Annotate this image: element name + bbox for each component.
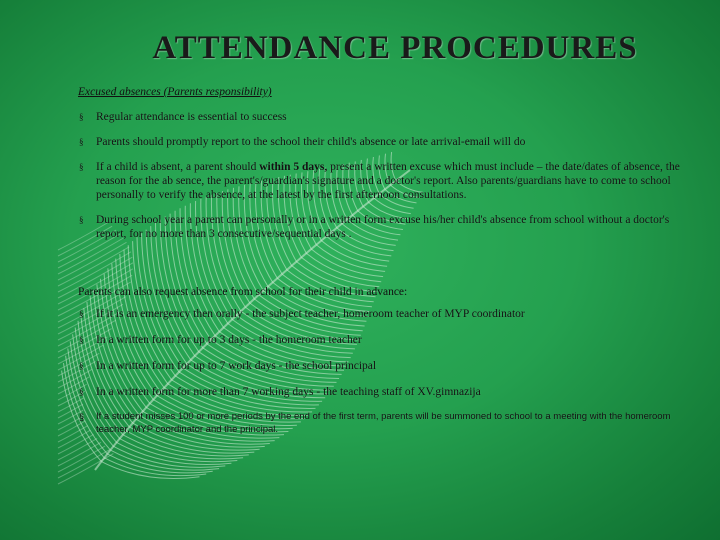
- advance-request-paragraph: Parents can also request absence from school for their child in advance:: [78, 286, 408, 298]
- list-item: § In a written form for more than 7 working days - the teaching staff of XV.gimnazija: [79, 386, 481, 398]
- excused-absence-list: [78, 110, 686, 252]
- page-title: ATTENDANCE PROCEDURES: [152, 30, 638, 66]
- list-item: § During school year a parent can personally or in a written form excuse his/her child's absence from school without a doctor's report, for no more than 3 consecutive/sequential days .: [79, 214, 670, 240]
- emphasis-text: within 5 days,: [259, 161, 328, 173]
- list-item: § Parents should promptly report to the school their child's absence or late arrival-email will do: [79, 136, 526, 148]
- list-item: § If it is an emergency then orally - the subject teacher, homeroom teacher of MYP coordinator: [79, 308, 525, 320]
- bullet-icon: §: [79, 387, 84, 397]
- bullet-icon: §: [79, 162, 84, 172]
- section-subtitle: Excused absences (Parents responsibility): [78, 86, 272, 98]
- list-item: § If a student misses 100 or more periods by the end of the first term, parents will be summoned to school to a meeting with the homeroom teacher, MYP coordinator and the principal.: [79, 411, 671, 435]
- list-item: § In a written form for up to 7 work days - the school principal: [79, 360, 377, 372]
- bullet-icon: §: [79, 361, 84, 371]
- bullet-icon: §: [79, 309, 84, 319]
- bullet-icon: §: [79, 335, 84, 345]
- list-item: § In a written form for up to 3 days - the homeroom teacher: [79, 334, 362, 346]
- bullet-icon: §: [79, 137, 84, 147]
- bullet-icon: §: [79, 412, 85, 422]
- bullet-icon: §: [79, 215, 84, 225]
- bullet-icon: §: [79, 112, 84, 122]
- advance-request-list: [78, 307, 686, 448]
- list-item: § If a child is absent, a parent should within 5 days, present a written excuse which must include – the date/dates of absence, the reason for the ab sence, the parent's/guardian's signature and a doctor's report. Also parents/guardians have to come to school personally to verify the absence, at the latest by the first afternoon consultations.: [79, 161, 680, 201]
- list-item: § Regular attendance is essential to success: [79, 111, 287, 123]
